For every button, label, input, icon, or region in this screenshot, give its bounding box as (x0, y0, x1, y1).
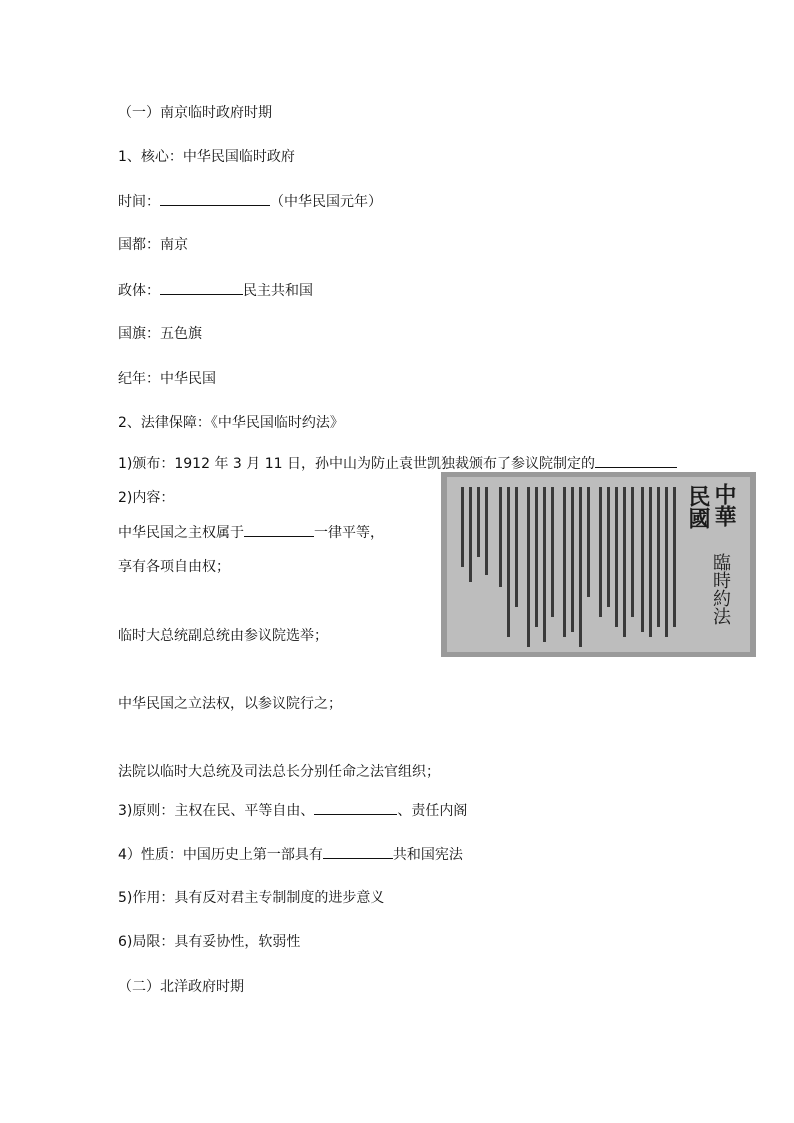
sovereignty-blank (244, 523, 314, 537)
limitation-line: 6)局限：具有妥协性，软弱性 (118, 934, 301, 950)
photo-text-col (469, 487, 472, 582)
time-blank (160, 192, 270, 206)
principles-suffix: 、责任内阁 (397, 803, 468, 819)
polity-line (118, 281, 313, 300)
flag-line: 国旗：五色旗 (118, 326, 202, 342)
time-line (118, 192, 382, 211)
time-label: 时间： (118, 194, 160, 210)
time-suffix: （中华民国元年） (270, 194, 382, 210)
sovereignty-prefix: 中华民国之主权属于 (118, 525, 244, 541)
promulgation-line (118, 454, 677, 473)
core-title: 1、核心：中华民国临时政府 (118, 149, 295, 165)
photo-paper (447, 477, 750, 652)
effect-line: 5)作用：具有反对君主专制制度的进步意义 (118, 890, 385, 906)
photo-text-col (543, 487, 546, 642)
legislative-line: 中华民国之立法权，以参议院行之； (118, 696, 342, 712)
nature-suffix: 共和国宪法 (392, 847, 463, 863)
calendar-line: 纪年：中华民国 (118, 371, 216, 387)
promulgation-blank (595, 454, 677, 468)
photo-text-col (623, 487, 626, 637)
polity-blank (160, 281, 243, 295)
nature-line (118, 845, 463, 864)
photo-text-col (563, 487, 566, 637)
photo-text-col (665, 487, 668, 637)
photo-text-col (507, 487, 510, 637)
capital-line: 国都：南京 (118, 237, 188, 253)
photo-text-col (499, 487, 502, 587)
principles-line (118, 801, 467, 820)
freedoms-line: 享有各项自由权； (118, 559, 230, 575)
photo-title-left: 民國 (685, 485, 711, 529)
sovereignty-line (118, 523, 384, 542)
photo-text-col (587, 487, 590, 597)
photo-text-col (535, 487, 538, 627)
photo-text-col (615, 487, 618, 627)
photo-text-col (599, 487, 602, 617)
nature-blank (323, 845, 393, 859)
photo-text-col (641, 487, 644, 632)
content-title: 2)内容： (118, 490, 175, 506)
nature-prefix: 4）性质：中国历史上第一部具有 (118, 847, 323, 863)
photo-text-col (551, 487, 554, 617)
photo-text-col (607, 487, 610, 607)
photo-text-col (631, 487, 634, 617)
president-line: 临时大总统副总统由参议院选举； (118, 628, 328, 644)
principles-prefix: 3)原则：主权在民、平等自由、 (118, 803, 315, 819)
sovereignty-suffix: 一律平等， (314, 525, 384, 541)
principles-blank (314, 801, 397, 815)
photo-text-col (515, 487, 518, 607)
promulgation-text: 1)颁布：1912 年 3 月 11 日，孙中山为防止袁世凯独裁颁布了参议院制定的 (118, 456, 595, 472)
photo-text-col (571, 487, 574, 632)
photo-text-col (657, 487, 660, 627)
photo-text-col (527, 487, 530, 647)
photo-title-sub: 臨時約法 (710, 553, 731, 625)
photo-text-col (649, 487, 652, 637)
photo-text-col (673, 487, 676, 627)
provisional-constitution-photo (441, 472, 756, 657)
polity-suffix: 民主共和国 (243, 283, 313, 299)
photo-text-col (461, 487, 464, 567)
photo-text-col (485, 487, 488, 575)
photo-title-right: 中華 (711, 483, 737, 527)
law-title: 2、法律保障：《中华民国临时约法》 (118, 415, 344, 431)
judiciary-line: 法院以临时大总统及司法总长分别任命之法官组织； (118, 764, 440, 780)
polity-label: 政体： (118, 283, 160, 299)
photo-text-col (477, 487, 480, 557)
beiyang-heading: （二）北洋政府时期 (118, 979, 244, 995)
nanjing-heading: （一）南京临时政府时期 (118, 105, 272, 121)
photo-text-col (579, 487, 582, 647)
